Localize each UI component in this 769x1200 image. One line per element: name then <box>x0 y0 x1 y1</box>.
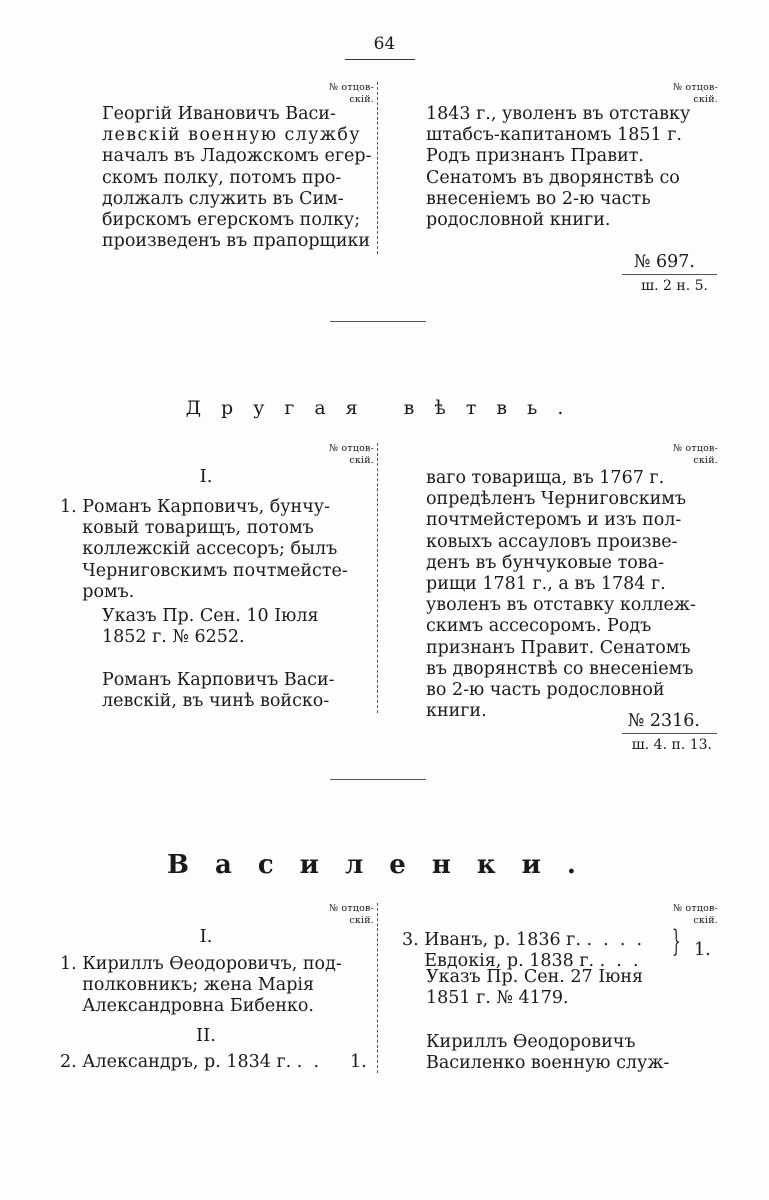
text-line: началъ въ Ладожскомъ егер- <box>102 146 372 167</box>
section-title-other-branch: Другая вѣтвь. <box>185 397 584 419</box>
roman-numeral-i: I. <box>199 466 213 487</box>
text-line: внесеніемъ во 2-ю часть <box>426 188 651 209</box>
text-line: должалъ служить въ Сим- <box>102 188 344 209</box>
left-column-label: № отцов- скій. <box>329 443 374 466</box>
entry-evdokia: Евдокія, р. 1838 г. . . . <box>402 951 639 971</box>
right-column-label: № отцов- скій. <box>673 443 718 466</box>
text-line: левскій военную службу <box>102 125 362 146</box>
entry-kirill: 1. Кириллъ Ѳеодоровичъ, под- полковникъ; жена Марія Александровна Бибенко. <box>60 954 342 1017</box>
section1-right-text <box>426 104 706 231</box>
section-separator <box>330 779 426 780</box>
text-line: Сенатомъ въ дворянствѣ со <box>426 167 680 188</box>
text-line: штабсъ-капитаномъ 1851 г. <box>426 125 682 146</box>
column-divider <box>377 443 378 713</box>
roman-numeral-ii: II. <box>196 1025 216 1046</box>
section-separator <box>330 321 426 322</box>
bracket-brace: } <box>672 924 681 959</box>
page-number-rule <box>345 59 415 60</box>
section3-right-paragraph: Кириллъ Ѳеодоровичъ Василенко военную служ- <box>426 1032 670 1074</box>
section1-left-text <box>102 104 372 252</box>
section2-right-text: ваго товарища, въ 1767 г. опредѣленъ Черниговскимъ почтмейстеромъ и изъ пол- ковыхъ ассауловъ произве- денъ въ бунчуковые това- рищи 1781 г., а въ 1784 г. уволенъ въ отставку коллеж- скимъ ассесоромъ. Родъ признанъ Правит. Сенатомъ въ дворянствѣ со внесеніемъ во 2-ю часть родословной книги. <box>426 468 696 722</box>
roman-numeral-i: I. <box>199 926 213 947</box>
text-line: Георгій Ивановичъ Васи- <box>102 104 336 124</box>
page-number: 64 <box>373 34 396 54</box>
left-column-label: № отцов- скій. <box>329 903 374 926</box>
ref-rule <box>622 733 717 734</box>
section1-ref-number: № 697. <box>633 252 695 272</box>
section2-left-paragraph: Романъ Карповичъ Васи- левскій, въ чинѣ войско- <box>102 670 335 712</box>
left-column-label: № отцов- скій. <box>329 82 374 105</box>
decree-1851: Указъ Пр. Сен. 27 Іюня 1851 г. № 4179. <box>426 967 644 1009</box>
text-line: бирскомъ егерскомъ полку; <box>102 210 361 231</box>
text-line: скомъ полку, потомъ про- <box>102 167 342 188</box>
entry-ivan: 3. Иванъ, р. 1836 г. . . . . <box>402 930 643 950</box>
entry-roman-karpovich: 1. Романъ Карповичъ, бунчу- ковый товарищъ, потомъ коллежскій ассесоръ; былъ Черниговскимъ почтмейсте- ромъ. <box>60 497 348 602</box>
section2-ref-number: № 2316. <box>627 711 700 731</box>
text-line: произведенъ въ прапорщики <box>102 231 371 252</box>
ref-rule <box>622 274 717 275</box>
text-line: 1843 г., уволенъ въ отставку <box>426 104 691 124</box>
column-divider <box>377 82 378 254</box>
right-column-label: № отцов- скій. <box>673 903 718 926</box>
section-title-vasilenki: Василенки. <box>167 850 602 880</box>
text-line: Родъ признанъ Правит. <box>426 146 644 167</box>
decree-1852: Указъ Пр. Сен. 10 Іюля 1852 г. № 6252. <box>102 606 319 648</box>
section2-ref-location: ш. 4. п. 13. <box>631 737 712 753</box>
entry-aleksandr: 2. Александръ, р. 1834 г. . . <box>60 1052 320 1072</box>
section1-ref-location: ш. 2 н. 5. <box>641 278 708 294</box>
column-divider <box>377 903 378 1073</box>
text-line: родословной книги. <box>426 210 611 231</box>
entry-aleksandr-ref: 1. <box>350 1052 367 1072</box>
entry-ivan-evdokia-ref: 1. <box>694 940 711 960</box>
right-column-label: № отцов- скій. <box>673 82 718 105</box>
